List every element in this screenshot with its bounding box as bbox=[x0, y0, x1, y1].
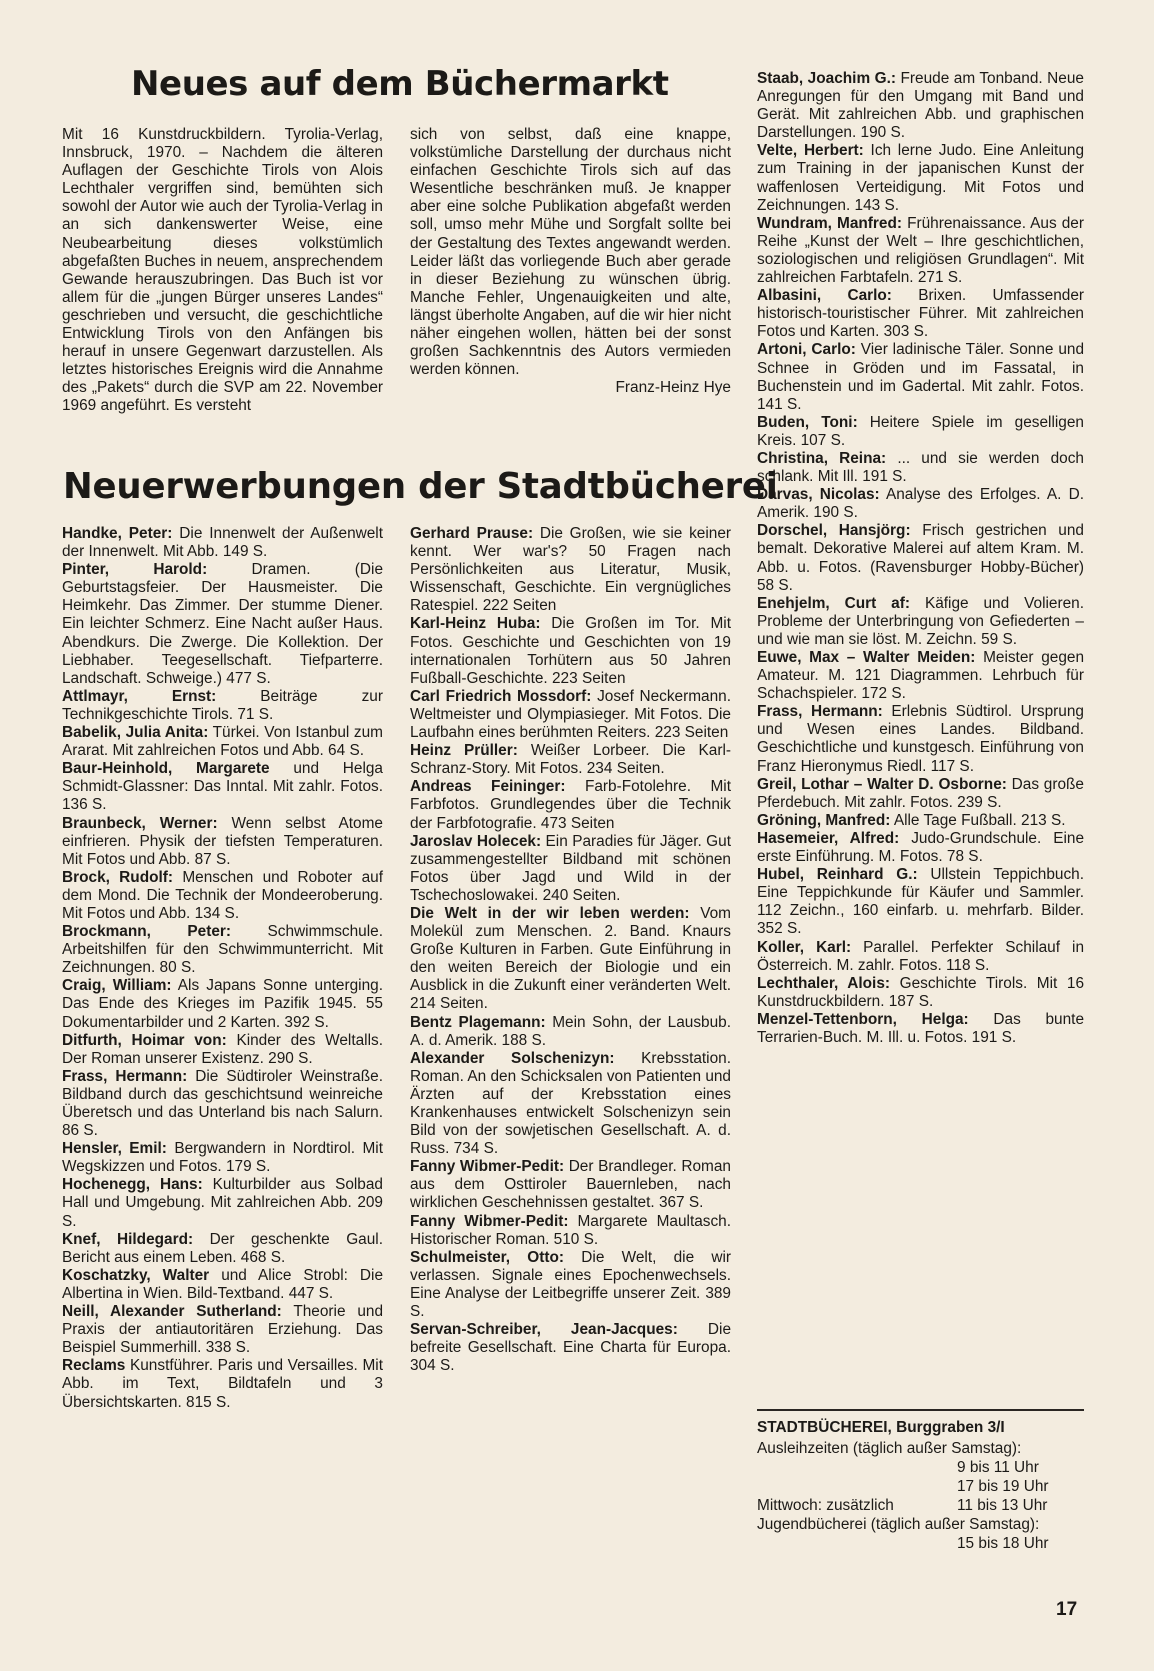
book-description: Erlebnis Südtirol. Ursprung und Wesen eines Landes. Bildband. Geschichtliche und kunstgesch. Einführung von Franz Hieronymus Riedl. 117 S. bbox=[757, 703, 1084, 775]
book-author: Jaroslav Holecek: bbox=[410, 832, 542, 850]
book-description: und Helga Schmidt-Glassner: Das Inntal. Mit zahlr. Fotos. 136 S. bbox=[62, 760, 383, 814]
book-description: Die Südtiroler Weinstraße. Bildband durch das geschichtsund weinreiche Überetsch und das Unterland bis nach Salurn. 86 S. bbox=[62, 1067, 383, 1140]
book-description: Heitere Spiele im geselligen Kreis. 107 S. bbox=[757, 413, 1084, 449]
book-author: Die Welt in der wir leben werden: bbox=[410, 904, 690, 922]
book-author: Schulmeister, Otto: bbox=[410, 1248, 565, 1266]
book-author: Gröning, Manfred: bbox=[757, 811, 891, 829]
book-entry bbox=[757, 1011, 1084, 1047]
book-description: Ich lerne Judo. Eine Anleitung zum Training in der japanischen Kunst der waffenlosen Verteidigung. Mit Fotos und Zeichnungen. 143 S. bbox=[757, 142, 1084, 214]
book-entry bbox=[757, 975, 1084, 1011]
book-description: Dramen. (Die Geburtstagsfeier. Der Hausmeister. Die Heimkehr. Das Zimmer. Der stumme Diener. Ein leichter Schmerz. Eine Nacht außer Haus. Abendkurs. Die Zwerge. Die Kollektion. Der Liebhaber. Teegesellschaft. Tiefparterre. Landschaft. Schweige.) 477 S. bbox=[62, 561, 383, 687]
book-author: Menzel-Tettenborn, Helga: bbox=[757, 1010, 969, 1028]
book-author: Braunbeck, Werner: bbox=[62, 814, 218, 832]
book-entry bbox=[62, 1267, 383, 1303]
book-entry bbox=[410, 1158, 731, 1212]
book-entry bbox=[757, 486, 1084, 522]
book-author: Euwe, Max – Walter Meiden: bbox=[757, 649, 976, 666]
book-entry bbox=[757, 341, 1084, 413]
book-description: Brixen. Umfassender historisch-touristischer Führer. Mit zahlreichen Fotos und Karten. 303 S. bbox=[757, 287, 1085, 341]
book-author: Carl Friedrich Mossdorf: bbox=[410, 687, 592, 705]
article-column-1 bbox=[62, 126, 383, 416]
book-entry bbox=[410, 778, 731, 832]
book-author: Darvas, Nicolas: bbox=[757, 486, 880, 504]
book-description: Türkei. Von Istanbul zum Ararat. Mit zahlreichen Fotos und Abb. 64 S. bbox=[62, 724, 383, 760]
book-description: und Alice Strobl: Die Albertina in Wien. Bild-Textband. 447 S. bbox=[62, 1266, 383, 1302]
book-author: Buden, Toni: bbox=[757, 413, 858, 431]
acquisitions-column-middle bbox=[410, 525, 731, 1375]
book-description: Parallel. Perfekter Schilauf in Österreich. M. zahlr. Fotos. 118 S. bbox=[757, 938, 1085, 974]
book-author: Attlmayr, Ernst: bbox=[62, 687, 217, 705]
book-author: Babelik, Julia Anita: bbox=[62, 724, 209, 742]
book-description: Die Großen im Tor. Mit Fotos. Geschichte und Geschichten von 19 internationalen Torhütern aus 50 Jahren Fußball-Geschichte. 223 Seiten bbox=[410, 615, 731, 687]
book-entry bbox=[62, 1068, 383, 1140]
book-description: Kinder des Weltalls. Der Roman unserer Existenz. 290 S. bbox=[62, 1031, 383, 1067]
book-entry bbox=[757, 142, 1084, 214]
book-author: Servan-Schreiber, Jean-Jacques: bbox=[410, 1321, 678, 1339]
book-description: Krebsstation. Roman. An den Schicksalen von Patienten und Ärzten auf der Krebsstation eines Krankenhauses entwickelt Solschenizyn sein Bild von der sowjetischen Gesellschaft. A. d. Russ. 734 S. bbox=[410, 1049, 731, 1158]
book-description: Vom Molekül zum Menschen. 2. Band. Knaurs Große Kulturen in Farben. Gute Einführung in den weiten Bereich der Biologie und ein Ausblick in die Zukunft einer veränderten Welt. 214 Seiten. bbox=[410, 904, 731, 1013]
book-entry bbox=[62, 760, 383, 814]
book-description: Der geschenkte Gaul. Bericht aus einem Leben. 468 S. bbox=[62, 1230, 383, 1266]
youth-hours: 15 bis 18 Uhr bbox=[957, 1535, 1049, 1552]
book-author: Koller, Karl: bbox=[757, 938, 852, 956]
book-description: Alle Tage Fußball. 213 S. bbox=[893, 811, 1066, 829]
book-description: Ullstein Teppichbuch. Eine Teppichkunde für Käufer und Sammler. 112 Zeichn., 160 einfarb. u. mehrfarb. Bilder. 352 S. bbox=[757, 866, 1084, 938]
book-entry bbox=[757, 776, 1084, 812]
book-description: Vier ladinische Täler. Sonne und Schnee in Gröden und im Fassatal, in Buchenstein und im Gadertal. Mit zahlr. Fotos. 141 S. bbox=[757, 341, 1085, 413]
library-title: STADTBÜCHEREI, Burggraben 3/I bbox=[757, 1419, 1005, 1436]
book-entry bbox=[757, 414, 1084, 450]
book-author: Hochenegg, Hans: bbox=[62, 1176, 203, 1194]
book-description: Josef Neckermann. Weltmeister und Olympiasieger. Mit Fotos. Die Laufbahn eines berühmten Reiters. 223 Seiten bbox=[410, 687, 731, 742]
book-description: Die Welt, die wir verlassen. Signale eines Epochenwechsels. Eine Analyse der Leitbegriffe unserer Zeit. 389 S. bbox=[410, 1248, 732, 1321]
wednesday-label: Mittwoch: zusätzlich bbox=[757, 1497, 894, 1514]
book-entry bbox=[757, 287, 1084, 341]
wednesday-hours: 11 bis 13 Uhr bbox=[957, 1497, 1048, 1514]
book-description: Frührenaissance. Aus der Reihe „Kunst der Welt – Ihre geschichtlichen, soziologischen und religiösen Grundlagen“. Mit zahlreichen Farbtafeln. 271 S. bbox=[757, 214, 1084, 287]
book-author: Craig, William: bbox=[62, 977, 172, 995]
book-description: Ein Paradies für Jäger. Gut zusammengestellter Bildband mit schönen Fotos über Jagd und Wild in der Tschechoslowakei. 240 Seiten. bbox=[410, 832, 731, 904]
book-description: Wenn selbst Atome einfrieren. Physik der tiefsten Temperaturen. Mit Fotos und Abb. 87 S. bbox=[62, 814, 383, 868]
book-description: Meister gegen Amateur. M. 121 Diagrammen. Lehrbuch für Schachspieler. 172 S. bbox=[757, 649, 1085, 703]
library-info-box bbox=[757, 1418, 1084, 1553]
book-entry bbox=[410, 905, 731, 1014]
book-entry bbox=[410, 615, 731, 687]
book-description: Käfige und Volieren. Probleme der Unterbringung von Gefiederten – und wie man sie löst. M. Zeichn. 59 S. bbox=[757, 594, 1085, 648]
book-entry bbox=[410, 742, 731, 778]
hours-label: Ausleihzeiten (täglich außer Samstag): bbox=[757, 1440, 1022, 1457]
book-author: Brockmann, Peter: bbox=[62, 923, 232, 941]
book-entry bbox=[62, 525, 383, 561]
book-entry bbox=[410, 1213, 731, 1249]
book-author: Baur-Heinhold, Margarete bbox=[62, 760, 270, 778]
article-signature: Franz-Heinz Hye bbox=[615, 379, 731, 397]
book-entry bbox=[757, 939, 1084, 975]
book-entry bbox=[62, 1303, 383, 1357]
wednesday-row bbox=[757, 1496, 1084, 1515]
book-author: Neill, Alexander Sutherland: bbox=[62, 1303, 282, 1321]
book-description: Judo-Grundschule. Eine erste Einführung. M. Fotos. 78 S. bbox=[757, 829, 1085, 866]
book-description: Freude am Tonband. Neue Anregungen für den Umgang mit Band und Gerät. Mit zahlreichen Abb. und graphischen Darstellungen. 190 S. bbox=[757, 70, 1084, 142]
book-entry bbox=[62, 1176, 383, 1230]
book-description: Analyse des Erfolges. A. D. Amerik. 190 S. bbox=[757, 486, 1084, 522]
book-description: Farb-Fotolehre. Mit Farbfotos. Grundlegendes über die Technik der Farbfotografie. 473 Seiten bbox=[410, 778, 731, 832]
book-entry bbox=[62, 977, 383, 1031]
book-entry bbox=[62, 815, 383, 869]
book-entry bbox=[410, 688, 731, 742]
book-entry bbox=[757, 703, 1084, 775]
book-entry bbox=[757, 812, 1084, 830]
book-entry bbox=[62, 561, 383, 688]
book-description: Frisch gestrichen und bemalt. Dekorative Malerei auf altem Kram. M. Abb. u. Fotos. (Ravensburger Hobby-Bücher) 58 S. bbox=[757, 522, 1084, 594]
book-description: Als Japans Sonne unterging. Das Ende des Krieges im Pazifik 1945. 55 Dokumentarbilder und 2 Karten. 392 S. bbox=[62, 977, 383, 1031]
book-author: Frass, Hermann: bbox=[757, 703, 883, 721]
book-description: Kunstführer. Paris und Versailles. Mit Abb. im Text, Bildtafeln und 3 Übersichtskarten. 815 S. bbox=[62, 1357, 383, 1411]
book-description: Die Innenwelt der Außenwelt der Innenwelt. Mit Abb. 149 S. bbox=[62, 525, 384, 561]
book-author: Velte, Herbert: bbox=[757, 142, 864, 160]
book-author: Staab, Joachim G.: bbox=[757, 70, 896, 87]
hours-line-2: 17 bis 19 Uhr bbox=[957, 1478, 1049, 1495]
book-author: Alexander Solschenizyn: bbox=[410, 1049, 615, 1067]
hours-line-1: 9 bis 11 Uhr bbox=[957, 1459, 1039, 1476]
book-entry bbox=[62, 1032, 383, 1068]
book-author: Christina, Reina: bbox=[757, 449, 887, 467]
book-description: Die Großen, wie sie keiner kennt. Wer war's? 50 Fragen nach Persönlichkeiten aus Literatur, Musik, Wissenschaft, Geschichte. Ein vergnügliches Ratespiel. 222 Seiten bbox=[410, 525, 732, 615]
book-entry bbox=[757, 595, 1084, 649]
page-number: 17 bbox=[1056, 1599, 1078, 1620]
book-entry bbox=[757, 70, 1084, 142]
book-description: Weißer Lorbeer. Die Karl-Schranz-Story. Mit Fotos. 234 Seiten. bbox=[410, 742, 731, 778]
book-entry bbox=[410, 1249, 731, 1321]
book-entry bbox=[62, 1140, 383, 1176]
book-description: Der Brandleger. Roman aus dem Osttiroler Bauernleben, nach wirklichen Geschehnissen gestaltet. 367 S. bbox=[410, 1158, 731, 1212]
book-author: Hubel, Reinhard G.: bbox=[757, 866, 918, 884]
book-author: Bentz Plagemann: bbox=[410, 1013, 546, 1031]
acquisitions-column-left bbox=[62, 525, 383, 1412]
book-description: Theorie und Praxis der antiautoritären Erziehung. Das Beispiel Summerhill. 338 S. bbox=[62, 1303, 384, 1357]
book-description: Die befreite Gesellschaft. Eine Charta für Europa. 304 S. bbox=[410, 1321, 731, 1375]
article-title: Neues auf dem Büchermarkt bbox=[131, 64, 669, 104]
book-author: Brock, Rudolf: bbox=[62, 868, 174, 886]
book-author: Karl-Heinz Huba: bbox=[410, 615, 541, 633]
book-description: Das große Pferdebuch. Mit zahlr. Fotos. 239 S. bbox=[757, 775, 1084, 811]
book-author: Hensler, Emil: bbox=[62, 1140, 167, 1158]
book-author: Koschatzky, Walter bbox=[62, 1266, 210, 1284]
section-title: Neuerwerbungen der Stadtbücherei bbox=[63, 466, 778, 507]
book-entry bbox=[757, 830, 1084, 866]
article-paragraph-2: sich von selbst, daß eine knappe, volkstümliche Darstellung der durchaus nicht einfachen Geschichte Tirols sich auf das Wesentliche beschränken muß. Je knapper aber eine solche Publikation abgefaßt werden soll, umso mehr Mühe und Sorgfalt sollte bei der Gestaltung des Textes angewandt werden. Leider läßt das vorliegende Buch aber gerade in dieser Beziehung zu wünschen übrig. Manche Fehler, Ungenauigkeiten und alte, längst überholte Angaben, auf die wir hier nicht näher eingehen wollen, hätten bei der sonst großen Sachkenntnis des Autors vermieden werden können. bbox=[410, 126, 731, 379]
divider-line bbox=[757, 1409, 1084, 1411]
book-entry bbox=[62, 1357, 383, 1411]
book-author: Lechthaler, Alois: bbox=[757, 974, 891, 992]
book-description: Das bunte Terrarien-Buch. M. Ill. u. Fotos. 191 S. bbox=[757, 1010, 1084, 1046]
book-entry bbox=[410, 833, 731, 905]
book-entry bbox=[757, 522, 1084, 594]
article-paragraph-1: Mit 16 Kunstdruckbildern. Tyrolia-Verlag, Innsbruck, 1970. – Nachdem die älteren Auflagen der Geschichte Tirols von Alois Lechthaler vergriffen sind, bemühten sich sowohl der Autor wie auch der Tyrolia-Verlag in an sich dankenswerter Weise, eine Neubearbeitung dieses volkstümlich abgefaßten Buches in neuem, ansprechendem Gewande herauszubringen. Das Buch ist vor allem für die „jungen Bürger unseres Landes“ geschrieben und versucht, die geschichtliche Entwicklung Tirols von den Anfängen bis herauf in unsere Gegenwart darzustellen. Als letztes historisches Ereignis wird die Annahme des „Pakets“ durch die SVP am 22. November 1969 angeführt. Es versteht bbox=[62, 126, 383, 415]
book-entry bbox=[62, 724, 383, 760]
book-description: Margarete Maultasch. Historischer Roman. 510 S. bbox=[410, 1212, 732, 1248]
book-author: Pinter, Harold: bbox=[62, 561, 208, 579]
book-description: Geschichte Tirols. Mit 16 Kunstdruckbildern. 187 S. bbox=[757, 974, 1085, 1010]
book-entry bbox=[410, 525, 731, 615]
book-entry bbox=[757, 866, 1084, 938]
book-author: Dorschel, Hansjörg: bbox=[757, 522, 911, 540]
book-description: Kulturbilder aus Solbad Hall und Umgebung. Mit zahlreichen Abb. 209 S. bbox=[62, 1176, 383, 1230]
book-author: Fanny Wibmer-Pedit: bbox=[410, 1212, 569, 1230]
book-entry bbox=[62, 923, 383, 977]
book-author: Wundram, Manfred: bbox=[757, 214, 902, 232]
book-description: ... und sie werden doch schlank. Mit Ill. 191 S. bbox=[757, 449, 1084, 486]
book-author: Greil, Lothar – Walter D. Osborne: bbox=[757, 775, 1007, 793]
book-entry bbox=[410, 1321, 731, 1375]
book-author: Knef, Hildegard: bbox=[62, 1230, 194, 1248]
book-author: Ditfurth, Hoimar von: bbox=[62, 1031, 227, 1049]
book-entry bbox=[757, 215, 1084, 287]
book-entry bbox=[757, 450, 1084, 486]
book-entry bbox=[62, 869, 383, 923]
book-author: Fanny Wibmer-Pedit: bbox=[410, 1158, 565, 1176]
book-description: Schwimmschule. Arbeitshilfen für den Schwimmunterricht. Mit Zeichnungen. 80 S. bbox=[62, 923, 383, 977]
book-description: Beiträge zur Technikgeschichte Tirols. 71 S. bbox=[62, 687, 383, 723]
book-author: Albasini, Carlo: bbox=[757, 287, 892, 305]
youth-label: Jugendbücherei (täglich außer Samstag): bbox=[757, 1516, 1040, 1533]
book-entry bbox=[410, 1014, 731, 1050]
book-author: Andreas Feininger: bbox=[410, 778, 566, 796]
book-author: Gerhard Prause: bbox=[410, 525, 534, 542]
book-entry bbox=[62, 1231, 383, 1267]
book-author: Handke, Peter: bbox=[62, 525, 173, 542]
book-author: Enehjelm, Curt af: bbox=[757, 594, 910, 612]
book-entry bbox=[410, 1050, 731, 1159]
book-author: Heinz Prüller: bbox=[410, 742, 518, 760]
book-description: Menschen und Roboter auf dem Mond. Die Technik der Mondeeroberung. Mit Fotos und Abb. 134 S. bbox=[62, 868, 383, 922]
book-author: Reclams bbox=[62, 1357, 126, 1375]
book-description: Mein Sohn, der Lausbub. A. d. Amerik. 188 S. bbox=[410, 1013, 731, 1049]
book-description: Bergwandern in Nordtirol. Mit Wegskizzen und Fotos. 179 S. bbox=[62, 1140, 383, 1176]
book-entry bbox=[757, 649, 1084, 703]
book-author: Artoni, Carlo: bbox=[757, 341, 856, 359]
article-column-2 bbox=[410, 126, 731, 397]
acquisitions-column-right bbox=[757, 70, 1084, 1047]
book-author: Hasemeier, Alfred: bbox=[757, 829, 900, 847]
book-entry bbox=[62, 688, 383, 724]
book-author: Frass, Hermann: bbox=[62, 1067, 188, 1085]
